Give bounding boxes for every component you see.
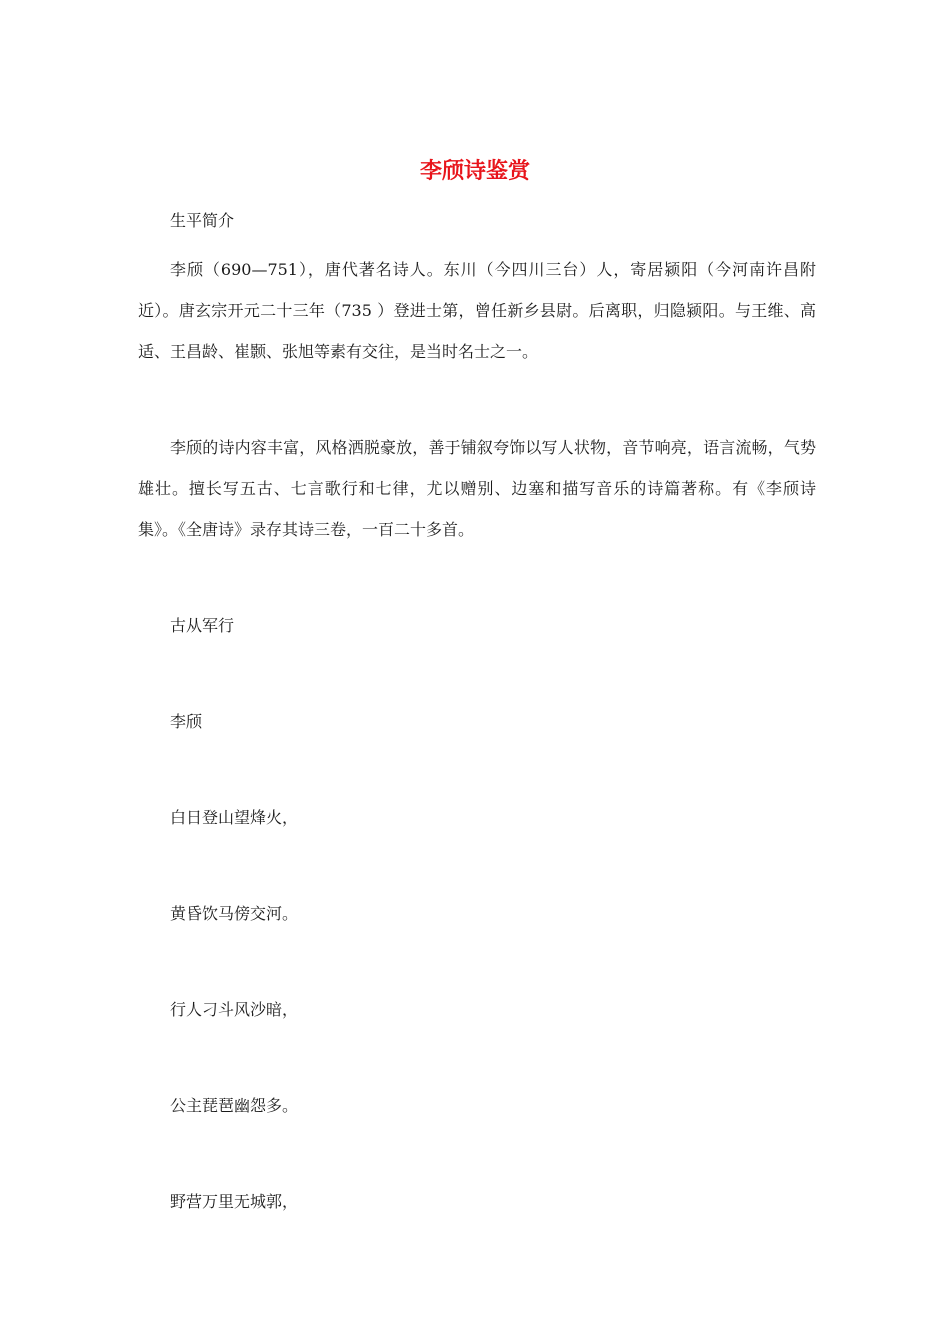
style-paragraph: 李颀的诗内容丰富，风格洒脱豪放，善于铺叙夸饰以写人状物，音节响亮，语言流畅，气势雄壮。擅长写五古、七言歌行和七律，尤以赠别、边塞和描写音乐的诗篇著称。有《李颀诗集》。《全唐诗》录存其诗三卷，一百二十多首。	[138, 438, 816, 539]
poem-line: 白日登山望烽火，	[170, 808, 299, 827]
poem-line: 公主琵琶幽怨多。	[170, 1096, 299, 1115]
poem-line: 野营万里无城郭，	[170, 1192, 299, 1211]
poem-author: 李颀	[170, 712, 203, 731]
section-heading: 生平简介	[170, 211, 235, 230]
bio-paragraph: 李颀（690—751），唐代著名诗人。东川（今四川三台）人，寄居颍阳（今河南许昌附近）。唐玄宗开元二十三年（735 ）登进士第，曾任新乡县尉。后离职，归隐颍阳。与王维、高适、王昌龄、崔颢、张旭等素有交往，是当时名士之一。	[138, 260, 816, 361]
poem-line: 黄昏饮马傍交河。	[170, 904, 299, 923]
poem-line: 行人刁斗风沙暗，	[170, 1000, 299, 1019]
document-title: 李颀诗鉴赏	[419, 159, 530, 184]
poem-title: 古从军行	[170, 616, 235, 635]
